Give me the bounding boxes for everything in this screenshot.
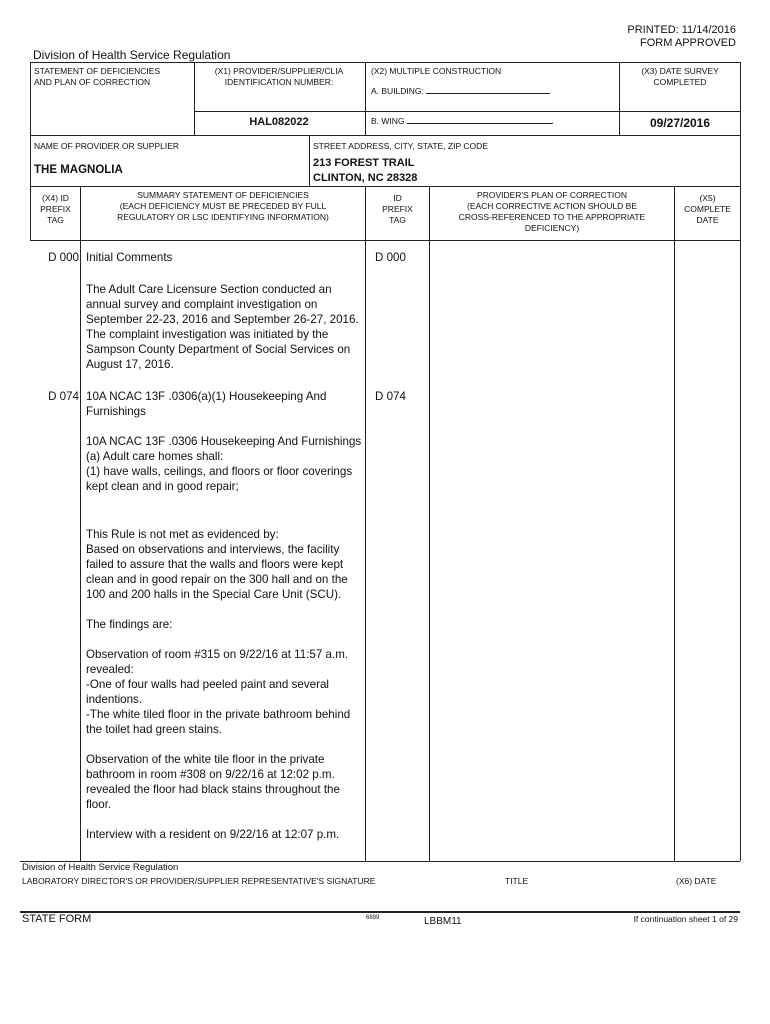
state-form-label: STATE FORM (22, 913, 92, 925)
col-id-header: ID PREFIX TAG (382, 193, 413, 225)
address-line1: 213 FOREST TRAIL (313, 157, 415, 169)
entry-paragraph: Observation of room #315 on 9/22/16 at 11:57 a.m. revealed: -One of four walls had peeled paint and several indentions. -The white tiled floor in the private bathroom behind the toilet had green stains. (86, 648, 351, 736)
building-field (371, 84, 550, 97)
col-summary-header: SUMMARY STATEMENT OF DEFICIENCIES (EACH DEFICIENCY MUST BE PRECEDED BY FULL REGULATORY OR LSC IDENTIFYING INFORMATION) (117, 190, 329, 222)
x6-date-label: (X6) DATE (676, 876, 717, 886)
provider-name-label: NAME OF PROVIDER OR SUPPLIER (34, 141, 179, 151)
x2-label: (X2) MULTIPLE CONSTRUCTION (371, 66, 502, 76)
entry-id-tag: D 074 (375, 390, 406, 403)
x3-label: (X3) DATE SURVEY COMPLETED (641, 66, 719, 87)
continuation-sheet: If continuation sheet 1 of 29 (633, 914, 738, 924)
entry-paragraph: Interview with a resident on 9/22/16 at 12:07 p.m. (86, 828, 340, 841)
entry-paragraph: The findings are: (86, 618, 173, 631)
header-block (560, 24, 736, 50)
entry-paragraph: Observation of the white tile floor in the private bathroom in room #308 on 9/22/16 at 12:02 p.m. revealed the floor had black stains throughout the floor. (86, 753, 340, 811)
building-line (426, 84, 550, 94)
form-number: 6899 (366, 915, 380, 921)
col-plan-header: PROVIDER'S PLAN OF CORRECTION (EACH CORRECTIVE ACTION SHOULD BE CROSS-REFERENCED TO THE APPROPRIATE DEFICIENCY) (458, 190, 646, 233)
entry-summary (86, 250, 362, 387)
event-id: LBBM11 (424, 916, 462, 927)
address-label: STREET ADDRESS, CITY, STATE, ZIP CODE (313, 141, 488, 151)
provider-id: HAL082022 (249, 116, 309, 128)
col-x4-header: (X4) ID PREFIX TAG (40, 193, 71, 225)
wing-field (371, 114, 553, 127)
provider-name: THE MAGNOLIA (34, 164, 123, 176)
address (313, 156, 417, 186)
printed-date: PRINTED: 11/14/2016 (627, 24, 736, 36)
form-approved: FORM APPROVED (640, 37, 736, 49)
entry-spacer (86, 509, 362, 527)
entry-paragraph: The Adult Care Licensure Section conducted an annual survey and complaint investigation on September 22-23, 2016 and September 26-27, 2016. The complaint investigation was initiated by the Sampson County Department of Social Services on August 17, 2016. (86, 283, 359, 371)
col-x5-header: (X5) COMPLETE DATE (684, 193, 731, 225)
building-label: A. BUILDING: (371, 86, 424, 96)
title-label: TITLE (505, 876, 529, 886)
entry-paragraph: This Rule is not met as evidenced by: Based on observations and interviews, the facility failed to assure that the walls and floors were kept clean and in good repair on the 300 hall and on the 100 and 200 halls in the Special Care Unit (SCU). (86, 528, 348, 601)
entry-summary (86, 389, 362, 857)
footer-division: Division of Health Service Regulation (22, 862, 179, 873)
entry-tag: D 000 (48, 251, 79, 264)
x1-label: (X1) PROVIDER/SUPPLIER/CLIA IDENTIFICATION NUMBER: (214, 66, 344, 87)
address-line2: CLINTON, NC 28328 (313, 172, 418, 184)
wing-line (407, 114, 553, 124)
entry-paragraph: 10A NCAC 13F .0306 Housekeeping And Furnishings (a) Adult care homes shall: (1) have walls, ceilings, and floors or floor coverings kept clean and in good repair; (86, 435, 362, 493)
signature-label: LABORATORY DIRECTOR'S OR PROVIDER/SUPPLIER REPRESENTATIVE'S SIGNATURE (22, 876, 376, 886)
entry-tag: D 074 (48, 390, 79, 403)
survey-date: 09/27/2016 (649, 116, 711, 130)
statement-label: STATEMENT OF DEFICIENCIES AND PLAN OF CORRECTION (34, 66, 161, 87)
division-title: Division of Health Service Regulation (33, 48, 231, 62)
entry-paragraph: Initial Comments (86, 251, 173, 264)
wing-label: B. WING (371, 116, 405, 126)
entry-paragraph: 10A NCAC 13F .0306(a)(1) Housekeeping And Furnishings (86, 390, 327, 418)
entry-id-tag: D 000 (375, 251, 406, 264)
